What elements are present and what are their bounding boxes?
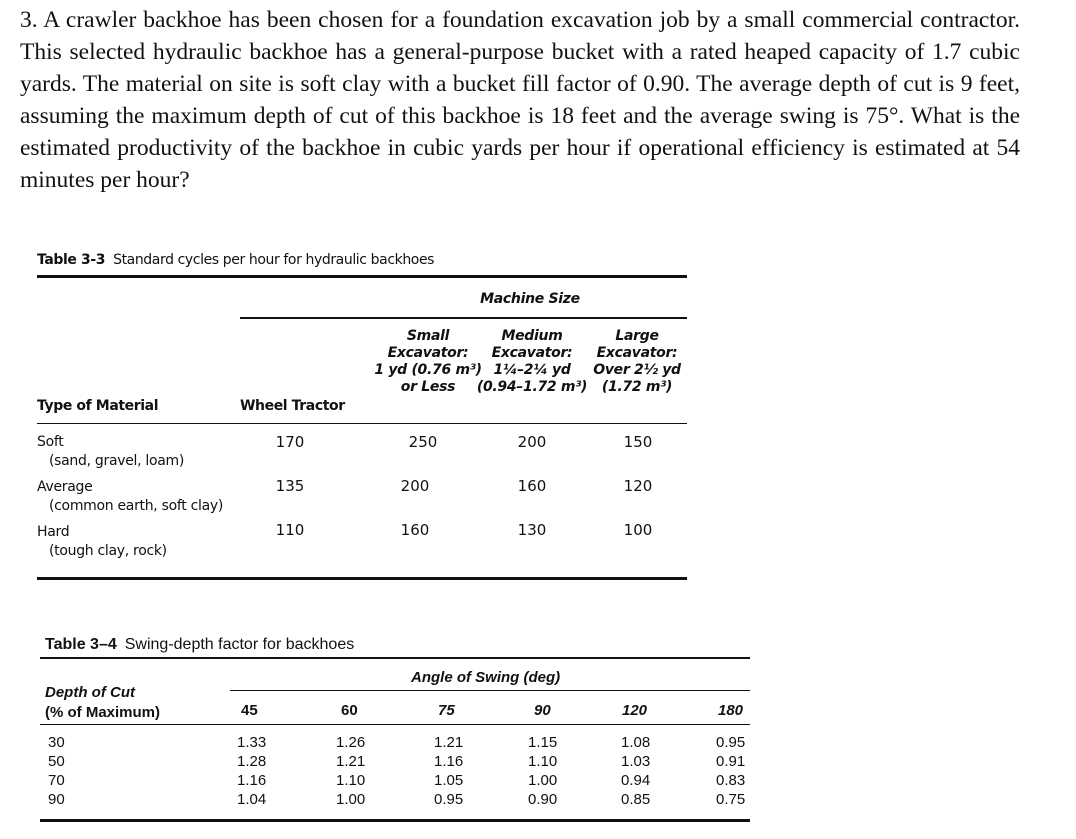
factor-cell: 1.28 [237, 753, 267, 770]
table34-top-rule [40, 657, 750, 659]
depth-30: 30 [48, 734, 65, 751]
average-medium: 160 [517, 477, 547, 495]
hard-large: 100 [623, 521, 653, 539]
material-label: Average [37, 479, 93, 495]
soft-medium: 200 [517, 433, 547, 451]
factor-cell: 1.04 [237, 791, 267, 808]
table33-bottom-rule [37, 577, 687, 580]
depth-column [48, 733, 65, 809]
depth-70: 70 [48, 772, 65, 789]
factor-cell: 1.00 [528, 772, 558, 789]
table33-number: Table 3-3 [37, 252, 106, 268]
table33-group-rule [240, 317, 687, 319]
table33-header-rule [37, 423, 687, 424]
table33-top-rule [37, 275, 687, 278]
angle-75: 75 [438, 702, 455, 719]
question-text: 3. A crawler backhoe has been chosen for a foundation excavation job by a small commercial contractor. This selected hydraulic backhoe has a general-purpose bucket with a rated heaped capacity of 1.7 cubic yards. The material on site is soft clay with a bucket fill factor of 0.90. The average depth of cut is 9 feet, assuming the maximum depth of cut of this backhoe is 18 feet and the average swing is 75°. What is the estimated productivity of the backhoe in cubic yards per hour if operational efficiency is estimated at 54 minutes per hour? [20, 7, 1020, 193]
factor-cell: 1.03 [621, 753, 651, 770]
hard-wheel: 110 [275, 521, 305, 539]
table33-title: Standard cycles per hour for hydraulic backhoes [113, 252, 435, 268]
material-sub: (common earth, soft clay) [49, 498, 223, 514]
material-sub: (tough clay, rock) [49, 543, 167, 559]
angle-180: 180 [718, 702, 744, 719]
factor-cell: 1.08 [621, 734, 651, 751]
factor-cell: 1.05 [434, 772, 464, 789]
angle-90: 90 [534, 702, 551, 719]
angle-of-swing-header: Angle of Swing (deg) [411, 669, 561, 686]
material-sub: (sand, gravel, loam) [49, 453, 185, 469]
factor-cell: 0.83 [716, 772, 746, 789]
soft-large: 150 [623, 433, 653, 451]
type-of-material-header: Type of Material [37, 398, 159, 414]
factor-cell: 0.95 [716, 734, 746, 751]
factor-column-60 [336, 733, 365, 809]
factor-column-90 [528, 733, 557, 809]
depth-header-line2: (% of Maximum) [45, 704, 161, 721]
factor-cell: 1.16 [434, 753, 464, 770]
large-line-2: Excavator: [596, 345, 678, 361]
factor-cell: 1.16 [237, 772, 267, 789]
factor-cell: 0.95 [434, 791, 464, 808]
table34-number: Table 3–4 [45, 636, 117, 653]
depth-50: 50 [48, 753, 65, 770]
table34-title: Swing-depth factor for backhoes [124, 636, 355, 653]
large-excavator-header [582, 328, 692, 396]
factor-cell: 1.00 [336, 791, 366, 808]
factor-cell: 1.10 [528, 753, 558, 770]
factor-cell: 1.21 [336, 753, 366, 770]
soft-wheel: 170 [275, 433, 305, 451]
large-line-4: (1.72 m³) [601, 379, 673, 395]
small-line-4: or Less [400, 379, 456, 395]
factor-cell: 0.94 [621, 772, 651, 789]
factor-cell: 0.85 [621, 791, 651, 808]
material-label: Hard [37, 524, 70, 540]
factor-cell: 1.15 [528, 734, 558, 751]
depth-90: 90 [48, 791, 65, 808]
medium-line-3: 1¼–2¼ yd [493, 362, 571, 378]
average-small: 200 [400, 477, 430, 495]
hard-small: 160 [400, 521, 430, 539]
factor-column-120 [621, 733, 650, 809]
machine-size-header: Machine Size [480, 291, 580, 307]
factor-cell: 1.21 [434, 734, 464, 751]
medium-excavator-header [472, 328, 592, 396]
small-line-2: Excavator: [387, 345, 469, 361]
factor-cell: 0.90 [528, 791, 558, 808]
factor-cell: 1.26 [336, 734, 366, 751]
medium-line-4: (0.94–1.72 m³) [476, 379, 588, 395]
material-average [37, 478, 223, 516]
angle-60: 60 [341, 702, 358, 719]
material-label: Soft [37, 434, 64, 450]
factor-cell: 1.33 [237, 734, 267, 751]
angle-45: 45 [241, 702, 258, 719]
angle-120: 120 [622, 702, 648, 719]
factor-column-45 [237, 733, 266, 809]
large-line-1: Large [615, 328, 659, 344]
factor-column-75 [434, 733, 463, 809]
average-large: 120 [623, 477, 653, 495]
medium-line-2: Excavator: [491, 345, 573, 361]
depth-header-line1: Depth of Cut [45, 684, 135, 701]
factor-cell: 1.10 [336, 772, 366, 789]
factor-column-180 [716, 733, 745, 809]
material-soft [37, 433, 184, 471]
table33-caption [37, 252, 434, 268]
soft-small: 250 [408, 433, 438, 451]
factor-cell: 0.91 [716, 753, 746, 770]
hard-medium: 130 [517, 521, 547, 539]
small-line-3: 1 yd (0.76 m³) [374, 362, 482, 378]
small-line-1: Small [406, 328, 450, 344]
material-hard [37, 523, 167, 561]
medium-line-1: Medium [501, 328, 563, 344]
wheel-tractor-header: Wheel Tractor [240, 398, 345, 414]
table34-group-rule [230, 690, 750, 691]
table34-caption [45, 636, 354, 654]
table34-bottom-rule [40, 819, 750, 822]
factor-cell: 0.75 [716, 791, 746, 808]
table34-header-rule [40, 724, 750, 725]
large-line-3: Over 2½ yd [593, 362, 681, 378]
small-excavator-header [368, 328, 488, 396]
average-wheel: 135 [275, 477, 305, 495]
